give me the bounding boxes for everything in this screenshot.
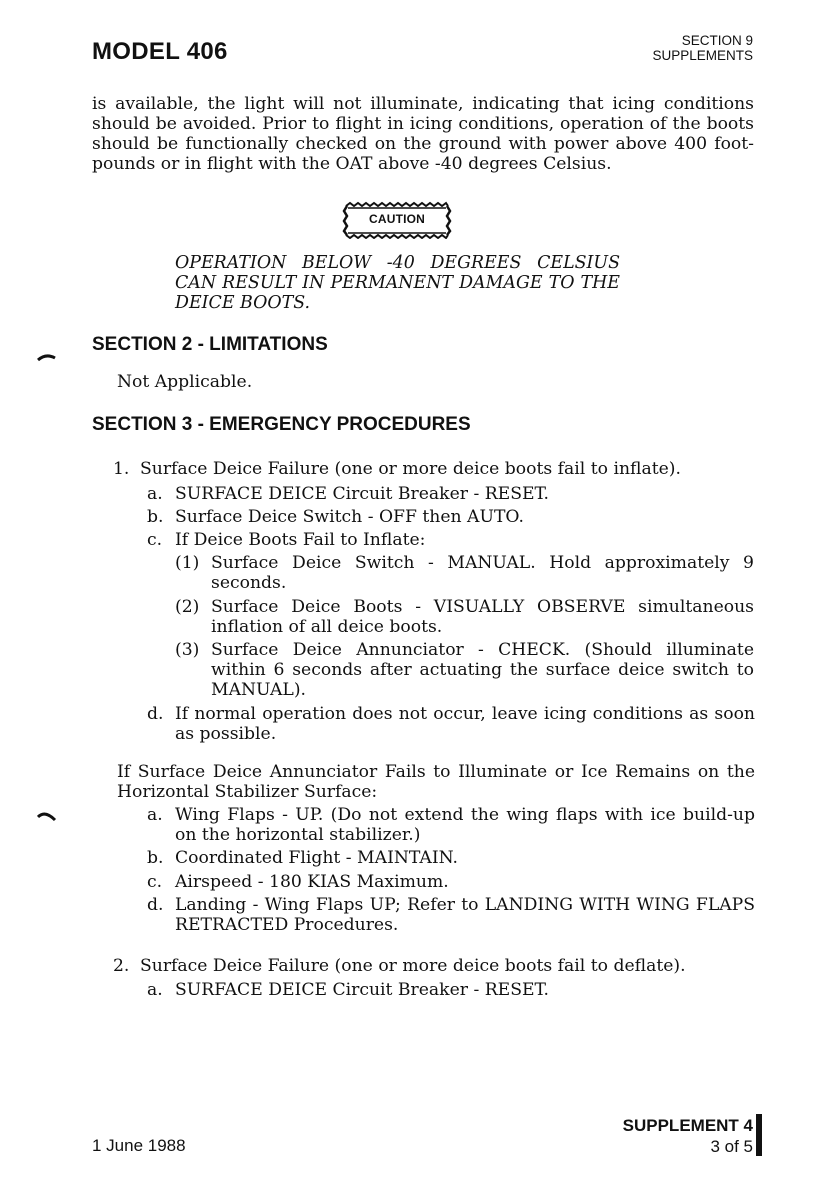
section-subtitle: SUPPLEMENTS	[652, 48, 753, 63]
footer-date: 1 June 1988	[92, 1136, 186, 1155]
item-label: b.	[147, 507, 164, 527]
item-label: (3)	[175, 640, 200, 660]
supplement-number: SUPPLEMENT 4	[622, 1116, 753, 1135]
item-text: Surface Deice Failure (one or more deice boots fail to deflate).	[140, 956, 686, 976]
item-label: (1)	[175, 553, 200, 573]
caution-label: CAUTION	[368, 212, 426, 226]
list-item	[113, 459, 758, 479]
item-text: Landing - Wing Flaps UP; Refer to LANDING WITH WING FLAPS RETRACTED Procedures.	[175, 895, 755, 935]
section-label	[652, 33, 753, 63]
list-item	[175, 597, 757, 637]
section-number: SECTION 9	[681, 33, 753, 48]
section-3-heading: SECTION 3 - EMERGENCY PROCEDURES	[92, 414, 471, 435]
item-label: d.	[147, 895, 164, 915]
list-item	[147, 507, 758, 527]
footer-supplement	[623, 1115, 753, 1157]
list-item	[175, 640, 757, 700]
caution-text: OPERATION BELOW -40 DEGREES CELSIUS CAN RESULT IN PERMANENT DAMAGE TO THE DEICE BOOTS.	[175, 253, 620, 313]
page-number: 3 of 5	[710, 1137, 753, 1156]
caution-box	[342, 201, 452, 239]
item-label: b.	[147, 848, 164, 868]
item-text: SURFACE DEICE Circuit Breaker - RESET.	[175, 980, 549, 1000]
item-label: a.	[147, 484, 163, 504]
item-label: c.	[147, 530, 163, 550]
revision-mark-icon	[37, 352, 57, 362]
list-item	[147, 848, 758, 868]
revision-bar	[756, 1114, 762, 1156]
intro-paragraph: is available, the light will not illuminate, indicating that icing conditions should be avoided. Prior to flight in icing conditions, operation of the boots should be functionally checked on the ground with power above 400 foot-pounds or in flight with the OAT above -40 degrees Celsius.	[92, 94, 754, 174]
list-item	[147, 484, 758, 504]
list-item	[147, 872, 758, 892]
list-item	[147, 805, 758, 845]
list-item	[147, 530, 758, 550]
item-text: Surface Deice Boots - VISUALLY OBSERVE simultaneous inflation of all deice boots.	[211, 597, 754, 637]
item-label: d.	[147, 704, 164, 724]
item-text: Surface Deice Failure (one or more deice boots fail to inflate).	[140, 459, 681, 479]
item-label: (2)	[175, 597, 200, 617]
revision-mark-icon	[37, 808, 57, 822]
item-number: 1.	[113, 459, 130, 479]
annunciator-failure-paragraph: If Surface Deice Annunciator Fails to Illuminate or Ice Remains on the Horizontal Stabilizer Surface:	[117, 762, 755, 802]
item-text: Surface Deice Annunciator - CHECK. (Should illuminate within 6 seconds after actuating the surface deice switch to MANUAL).	[211, 640, 754, 700]
item-text: Surface Deice Switch - MANUAL. Hold approximately 9 seconds.	[211, 553, 754, 593]
item-text: Surface Deice Switch - OFF then AUTO.	[175, 507, 524, 527]
item-text: If Deice Boots Fail to Inflate:	[175, 530, 426, 550]
item-label: a.	[147, 805, 163, 825]
model-title: MODEL 406	[92, 38, 228, 65]
list-item	[147, 980, 758, 1000]
list-item	[147, 895, 758, 935]
item-label: a.	[147, 980, 163, 1000]
item-text: SURFACE DEICE Circuit Breaker - RESET.	[175, 484, 549, 504]
list-item	[147, 704, 758, 744]
item-number: 2.	[113, 956, 130, 976]
item-text: Airspeed - 180 KIAS Maximum.	[175, 872, 449, 892]
list-item	[175, 553, 757, 593]
section-2-heading: SECTION 2 - LIMITATIONS	[92, 334, 328, 355]
item-label: c.	[147, 872, 163, 892]
item-text: If normal operation does not occur, leave icing conditions as soon as possible.	[175, 704, 755, 744]
section-2-body: Not Applicable.	[117, 372, 253, 392]
item-text: Wing Flaps - UP. (Do not extend the wing flaps with ice build-up on the horizontal stabilizer.)	[175, 805, 755, 845]
item-text: Coordinated Flight - MAINTAIN.	[175, 848, 459, 868]
list-item	[113, 956, 758, 976]
